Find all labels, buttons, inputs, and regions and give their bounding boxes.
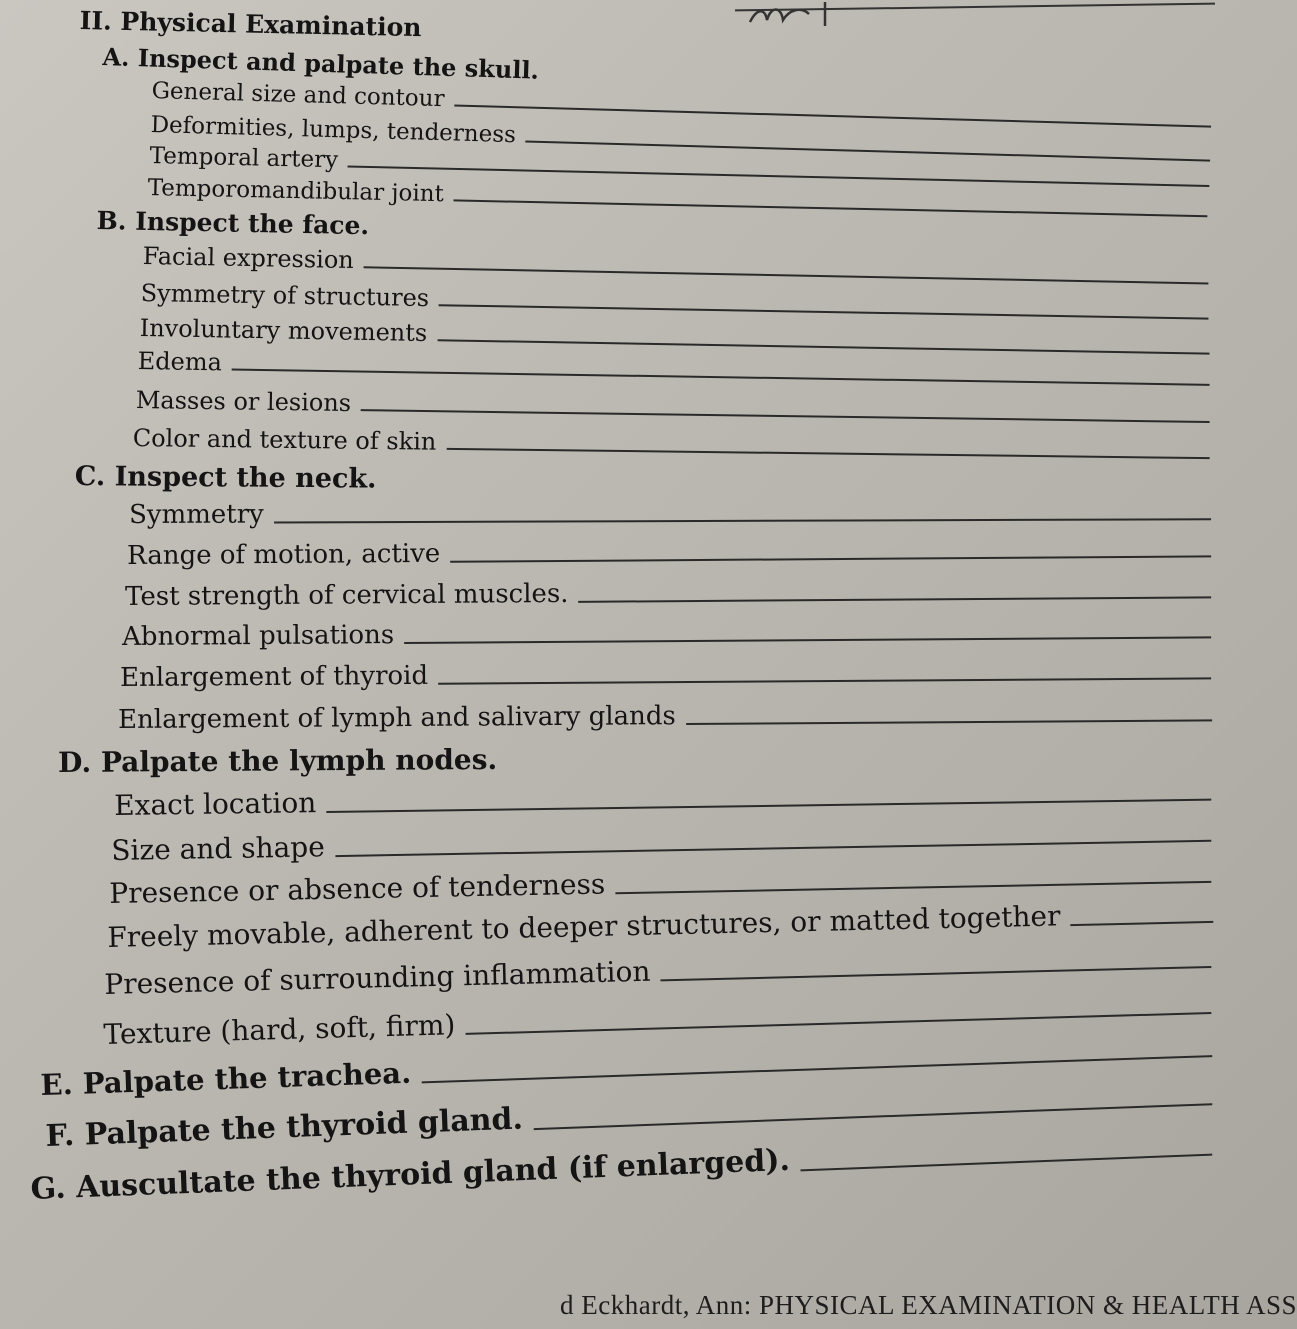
answer-line[interactable] <box>437 338 1209 354</box>
answer-line[interactable] <box>465 1011 1211 1035</box>
answer-line[interactable] <box>450 554 1211 562</box>
field-label: Enlargement of thyroid <box>120 660 429 693</box>
answer-line[interactable] <box>533 1102 1212 1130</box>
field-label: Involuntary movements <box>139 314 428 348</box>
field-label: Texture (hard, soft, firm) <box>103 1008 456 1051</box>
answer-line[interactable] <box>686 718 1212 725</box>
footer-citation: d Eckhardt, Ann: PHYSICAL EXAMINATION & HEALTH ASS <box>560 1290 1297 1320</box>
field-lymph-salivary <box>118 697 1212 735</box>
field-label: Color and texture of skin <box>132 424 437 456</box>
field-cervical-strength <box>125 574 1211 612</box>
answer-line[interactable] <box>364 265 1209 284</box>
field-range-motion <box>127 533 1211 571</box>
field-label: Temporal artery <box>149 143 339 174</box>
answer-line[interactable] <box>335 839 1211 857</box>
field-label: Abnormal pulsations <box>122 620 395 652</box>
section-title-c: C. Inspect the neck. <box>74 461 377 495</box>
field-label: Temporomandibular joint <box>147 175 445 208</box>
field-abnormal-pulsations <box>122 614 1211 652</box>
answer-line[interactable] <box>1071 920 1214 926</box>
answer-line[interactable] <box>446 447 1209 459</box>
field-label: Facial expression <box>142 242 355 275</box>
handwriting-mark <box>745 0 835 30</box>
answer-line[interactable] <box>661 965 1212 981</box>
field-label: Enlargement of lymph and salivary glands <box>118 701 676 735</box>
answer-line[interactable] <box>361 408 1210 423</box>
field-label: Symmetry <box>129 499 264 530</box>
section-title-f: F. Palpate the thyroid gland. <box>45 1101 524 1154</box>
answer-line[interactable] <box>421 1054 1212 1083</box>
field-label: Symmetry of structures <box>140 279 430 313</box>
answer-line[interactable] <box>439 303 1209 319</box>
page-title: II. Physical Examination <box>79 6 422 43</box>
field-thyroid-enlargement <box>120 655 1211 693</box>
field-label: Masses or lesions <box>135 386 352 418</box>
field-color-texture-skin <box>133 424 1210 465</box>
answer-line[interactable] <box>404 635 1211 644</box>
field-label: Deformities, lumps, tenderness <box>150 112 517 149</box>
field-label: Edema <box>137 347 223 377</box>
field-label: General size and contour <box>151 78 445 113</box>
field-label: Presence or absence of tenderness <box>109 867 606 910</box>
field-label: Presence of surrounding inflammation <box>104 954 651 1001</box>
answer-line[interactable] <box>232 367 1210 385</box>
field-label: Range of motion, active <box>127 538 441 571</box>
field-label: Size and shape <box>111 830 326 867</box>
field-label: Freely movable, adherent to deeper structures, or matted together <box>107 899 1061 954</box>
field-exact-location <box>114 774 1211 822</box>
section-title-d: D. Palpate the lymph nodes. <box>58 742 498 779</box>
section-title-a: A. Inspect and palpate the skull. <box>102 42 540 85</box>
answer-line[interactable] <box>454 198 1208 217</box>
answer-line[interactable] <box>438 676 1211 684</box>
field-symmetry <box>129 496 1211 530</box>
field-masses-lesions <box>136 386 1210 429</box>
answer-line[interactable] <box>326 798 1211 813</box>
section-title-e: E. Palpate the trachea. <box>40 1055 412 1102</box>
field-label: Exact location <box>114 786 317 822</box>
bleed-through-text <box>20 370 27 400</box>
section-title-b: B. Inspect the face. <box>96 206 370 241</box>
answer-line[interactable] <box>579 595 1212 602</box>
answer-line[interactable] <box>800 1153 1212 1172</box>
answer-line[interactable] <box>274 517 1211 523</box>
answer-line[interactable] <box>615 880 1211 894</box>
section-title-g: G. Auscultate the thyroid gland (if enlarged). <box>30 1142 791 1207</box>
field-label: Test strength of cervical muscles. <box>125 578 569 612</box>
